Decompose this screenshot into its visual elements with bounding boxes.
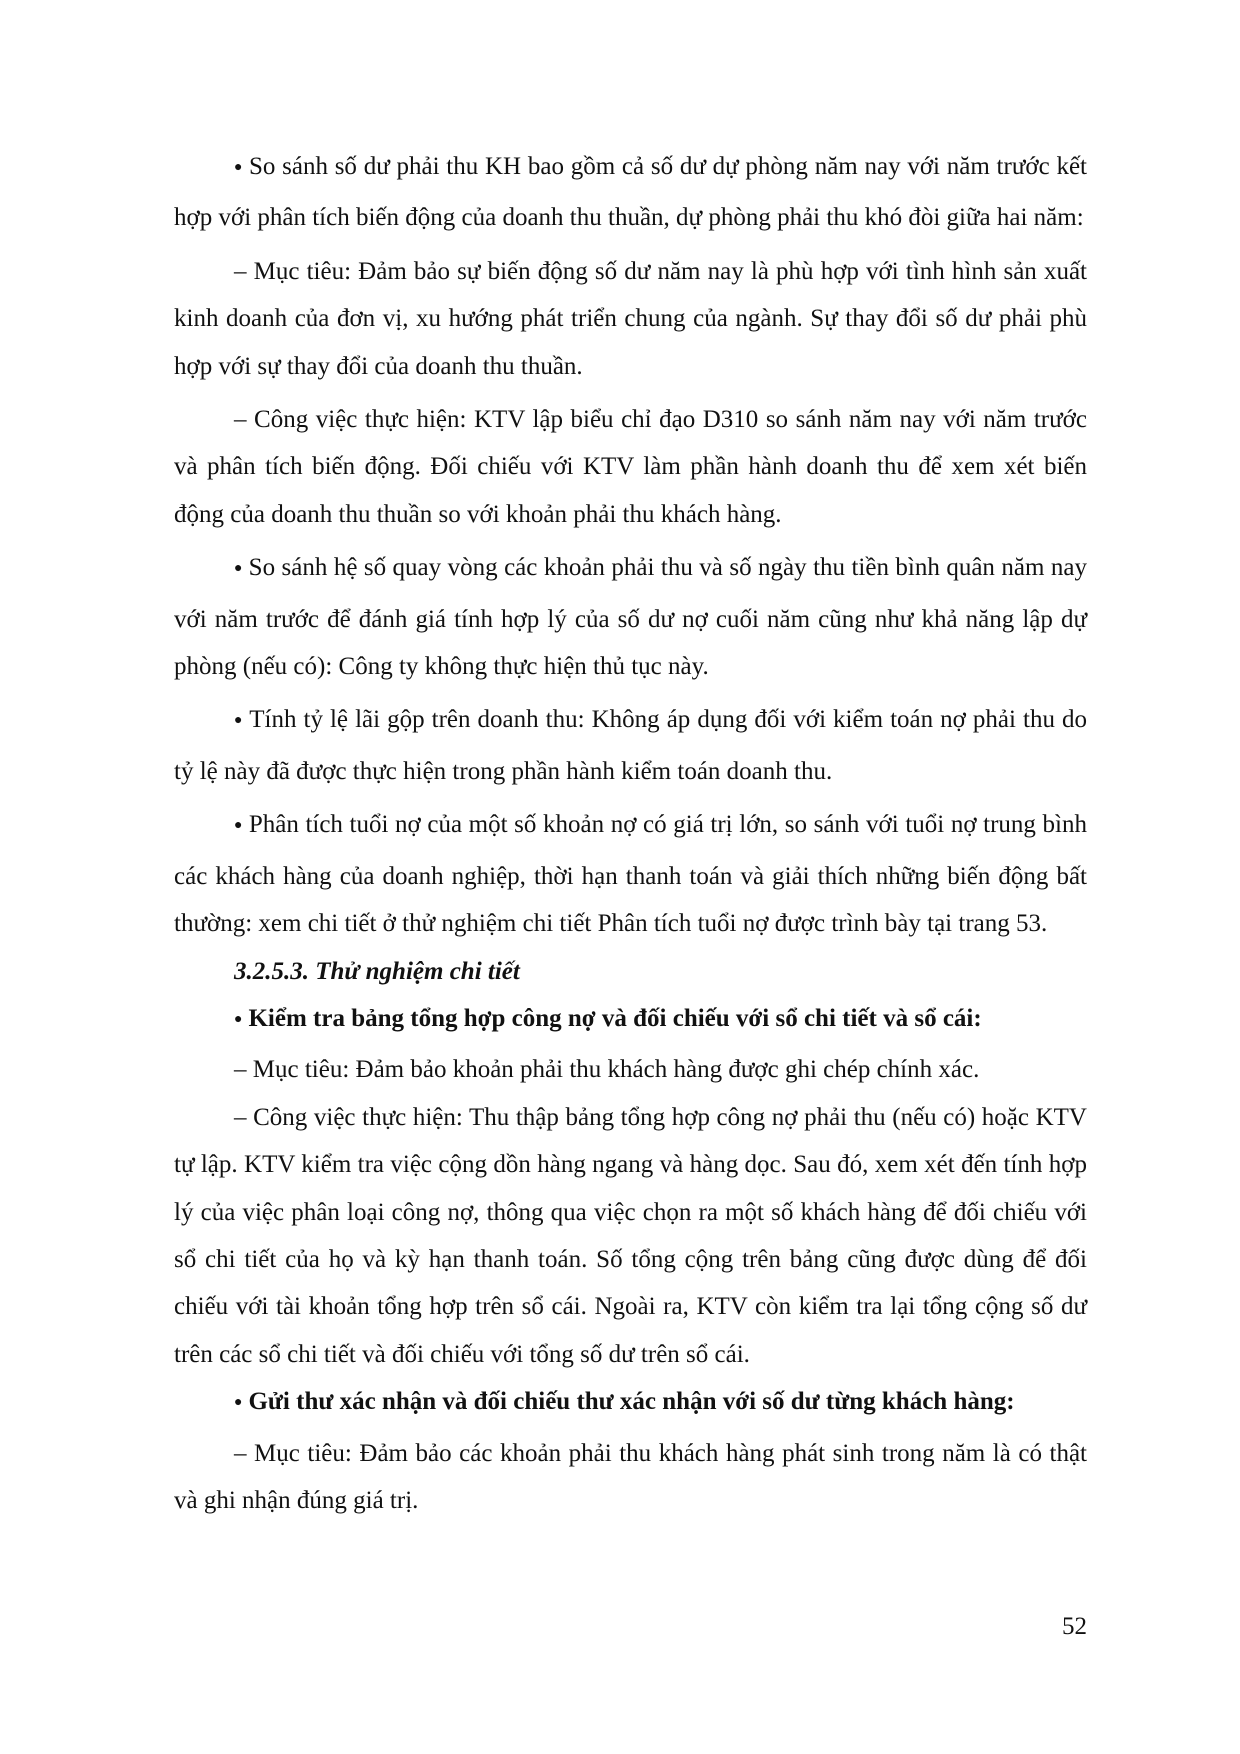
page-number: 52 [1062, 1613, 1087, 1640]
paragraph-work-performed [174, 396, 1087, 538]
paragraph-confirmation-letters [174, 1378, 1087, 1429]
bullet-icon: ● [234, 561, 243, 577]
paragraph-gross-margin [174, 696, 1087, 795]
bullet-icon: ● [234, 1011, 243, 1027]
paragraph-compare-balance [174, 143, 1087, 242]
bullet-icon: ● [234, 160, 243, 175]
bullet-icon: ● [234, 713, 244, 729]
paragraph-text: – Mục tiêu: Đảm bảo sự biến động số dư năm nay là phù hợp với tình hình sản xuất kinh doanh của đơn vị, xu hướng phát triển chung của ngành. Sự thay đổi số dư phải phù hợp với sự thay đổi của doanh thu thuần. [174, 257, 1087, 380]
paragraph-aging-analysis [174, 801, 1087, 947]
bullet-icon: ● [234, 818, 243, 834]
paragraph-objective-3 [174, 1430, 1087, 1525]
paragraph-text: Kiểm tra bảng tổng hợp công nợ và đối chiếu với sổ chi tiết và sổ cái: [248, 1004, 982, 1032]
paragraph-text: – Công việc thực hiện: Thu thập bảng tổng hợp công nợ phải thu (nếu có) hoặc KTV tự lập. KTV kiểm tra việc cộng dồn hàng ngang và hàng dọc. Sau đó, xem xét đến tính hợp lý của việc phân loại công nợ, thông qua việc chọn ra một số khách hàng để đối chiếu với sổ chi tiết của họ và kỳ hạn thanh toán. Số tổng cộng trên bảng cũng được dùng để đối chiếu với tài khoản tổng hợp trên sổ cái. Ngoài ra, KTV còn kiểm tra lại tổng cộng số dư trên các sổ chi tiết và đối chiếu với tổng số dư trên sổ cái. [174, 1103, 1087, 1368]
paragraph-text: So sánh số dư phải thu KH bao gồm cả số dư dự phòng năm nay với năm trước kết hợp với phân tích biến động của doanh thu thuần, dự phòng phải thu khó đòi giữa hai năm: [174, 153, 1087, 232]
paragraph-turnover-ratio [174, 544, 1087, 690]
paragraph-text: Gửi thư xác nhận và đối chiếu thư xác nhận với số dư từng khách hàng: [248, 1388, 1015, 1416]
section-heading: 3.2.5.3. Thử nghiệm chi tiết [234, 957, 520, 985]
paragraph-objective-2 [174, 1046, 1087, 1093]
paragraph-text: – Mục tiêu: Đảm bảo các khoản phải thu khách hàng phát sinh trong năm là có thật và ghi nhận đúng giá trị. [174, 1439, 1087, 1514]
paragraph-check-summary-table [174, 995, 1087, 1046]
paragraph-text: Phân tích tuổi nợ của một số khoản nợ có giá trị lớn, so sánh với tuổi nợ trung bình các khách hàng của doanh nghiệp, thời hạn thanh toán và giải thích những biến động bất thường: xem chi tiết ở thử nghiệm chi tiết Phân tích tuổi nợ được trình bày tại trang 53. [174, 811, 1087, 938]
document-body [174, 143, 1087, 1524]
bullet-icon: ● [234, 1395, 243, 1411]
paragraph-text: So sánh hệ số quay vòng các khoản phải thu và số ngày thu tiền bình quân năm nay với năm trước để đánh giá tính hợp lý của số dư nợ cuối năm cũng như khả năng lập dự phòng (nếu có): Công ty không thực hiện thủ tục này. [174, 554, 1087, 681]
paragraph-work-performed-2 [174, 1094, 1087, 1378]
paragraph-text: – Công việc thực hiện: KTV lập biểu chỉ đạo D310 so sánh năm nay với năm trước và phân tích biến động. Đối chiếu với KTV làm phần hành doanh thu để xem xét biến động của doanh thu thuần so với khoản phải thu khách hàng. [174, 406, 1087, 528]
paragraph-text: – Mục tiêu: Đảm bảo khoản phải thu khách hàng được ghi chép chính xác. [234, 1056, 980, 1084]
paragraph-text: Tính tỷ lệ lãi gộp trên doanh thu: Không áp dụng đối với kiểm toán nợ phải thu do tỷ lệ này đã được thực hiện trong phần hành kiểm toán doanh thu. [174, 706, 1087, 785]
paragraph-objective [174, 248, 1087, 390]
